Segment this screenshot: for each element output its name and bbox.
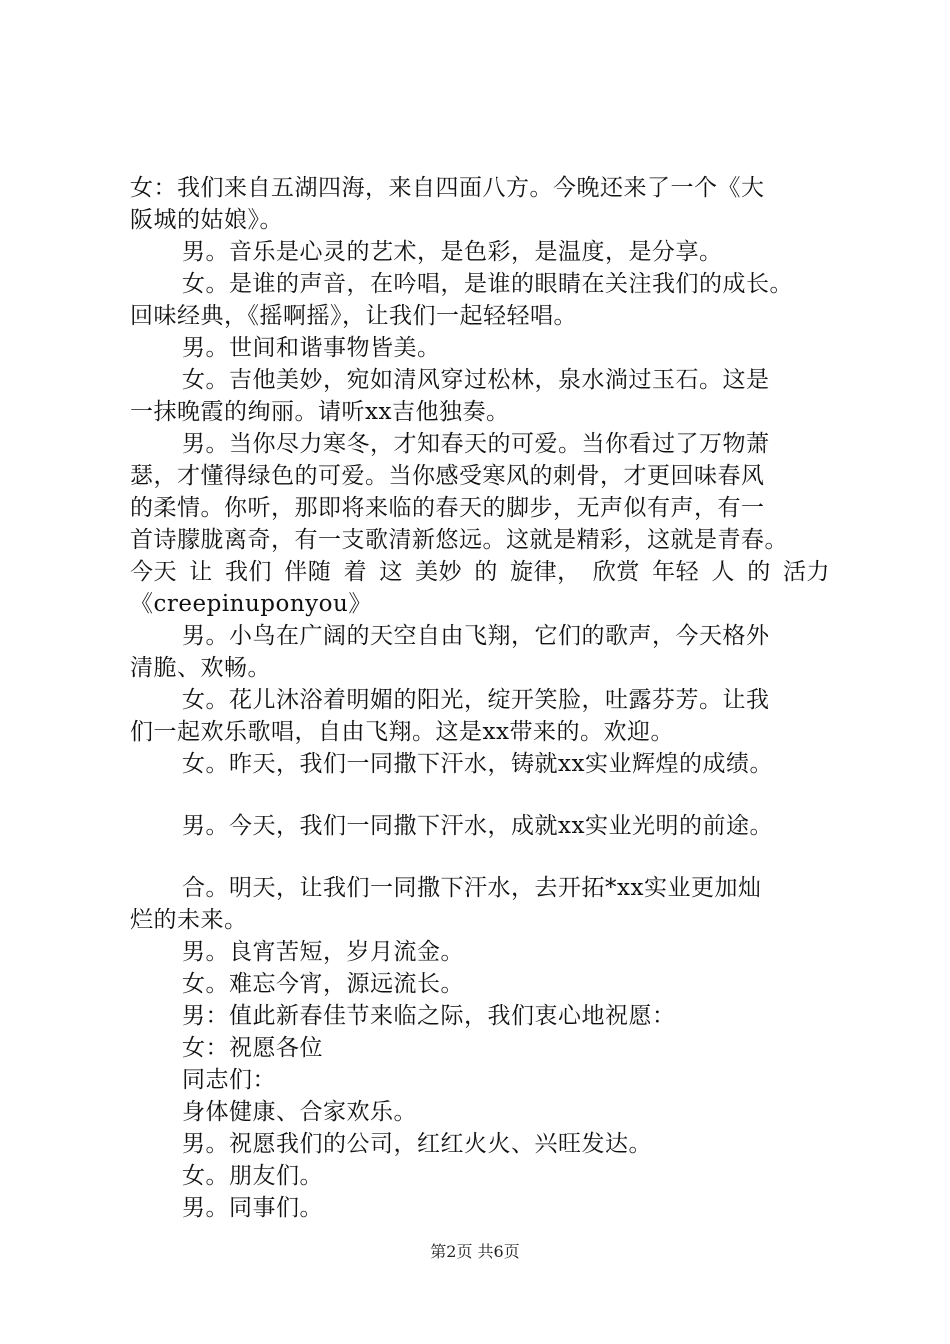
text-line: 一抹晚霞的绚丽。请听xx吉他独奏。 xyxy=(130,399,510,425)
text-line: 女：祝愿各位 xyxy=(182,1035,323,1061)
justified-text-line xyxy=(130,556,830,588)
text-line: 合。明天，让我们一同撒下汗水，去开拓*xx实业更加灿 xyxy=(182,875,762,901)
text-line: 的柔情。你听，那即将来临的春天的脚步，无声似有声，有一 xyxy=(130,495,765,521)
document-body xyxy=(130,172,830,1224)
text-line: 男。当你尽力寒冬，才知春天的可爱。当你看过了万物萧 xyxy=(182,431,770,457)
blank-line xyxy=(130,842,830,872)
text-segment: 年轻 xyxy=(652,559,700,585)
text-line: 男。良宵苦短，岁月流金。 xyxy=(182,939,464,965)
text-segment: 人 xyxy=(711,559,735,585)
text-segment: 今天 xyxy=(130,559,177,585)
text-line: 男。祝愿我们的公司，红红火火、兴旺发达。 xyxy=(182,1131,652,1157)
text-line: 女。难忘今宵，源远流长。 xyxy=(182,971,464,997)
text-line: 男。今天，我们一同撒下汗水，成就xx实业光明的前途。 xyxy=(182,813,773,839)
text-line: 烂的未来。 xyxy=(130,907,248,933)
text-line: 们一起欢乐歌唱，自由飞翔。这是xx带来的。欢迎。 xyxy=(130,719,674,745)
text-line: 女。朋友们。 xyxy=(182,1163,323,1189)
page-number-footer: 第2页 共6页 xyxy=(430,1242,520,1261)
text-segment: 着 xyxy=(343,559,368,585)
text-segment: 欣赏 xyxy=(592,559,640,585)
text-segment: 的 xyxy=(747,559,771,585)
text-segment: 伴随 xyxy=(284,559,332,585)
text-line: 身体健康、合家欢乐。 xyxy=(182,1099,417,1125)
text-line: 女。吉他美妙，宛如清风穿过松林，泉水淌过玉石。这是 xyxy=(182,367,770,393)
text-line: 女。昨天，我们一同撒下汗水，铸就xx实业辉煌的成绩。 xyxy=(182,751,773,777)
text-segment: 美妙 xyxy=(415,559,463,585)
text-line: 女：我们来自五湖四海，来自四面八方。今晚还来了一个《大 xyxy=(130,175,765,201)
text-line: 首诗朦胧离奇，有一支歌清新悠远。这就是精彩，这就是青春。 xyxy=(130,527,788,553)
text-line: 男。小鸟在广阔的天空自由飞翔，它们的歌声，今天格外 xyxy=(182,623,770,649)
text-segment: 这 xyxy=(379,559,403,585)
blank-line xyxy=(130,780,830,810)
text-line: 《creepinuponyou》 xyxy=(130,591,372,617)
text-line: 瑟，才懂得绿色的可爱。当你感受寒风的刺骨，才更回味春风 xyxy=(130,463,765,489)
text-line: 男。同事们。 xyxy=(182,1195,323,1221)
text-line: 女。是谁的声音，在吟唱，是谁的眼睛在关注我们的成长。 xyxy=(182,271,793,297)
text-line: 阪城的姑娘》。 xyxy=(130,207,283,233)
text-line: 男：值此新春佳节来临之际，我们衷心地祝愿： xyxy=(182,1003,676,1029)
text-line: 清脆、欢畅。 xyxy=(130,655,271,681)
text-line: 回味经典，《摇啊摇》，让我们一起轻轻唱。 xyxy=(130,303,577,329)
text-line: 同志们： xyxy=(182,1067,276,1093)
text-line: 男。音乐是心灵的艺术，是色彩，是温度，是分享。 xyxy=(182,239,723,265)
text-line: 男。世间和谐事物皆美。 xyxy=(182,335,441,361)
text-segment: 让 xyxy=(189,559,213,585)
text-line: 女。花儿沐浴着明媚的阳光，绽开笑脸，吐露芬芳。让我 xyxy=(182,687,770,713)
text-segment: 活力 xyxy=(782,559,830,585)
text-segment: 我们 xyxy=(225,559,273,585)
text-segment: 旋律， xyxy=(510,559,581,585)
text-segment: 的 xyxy=(474,559,498,585)
